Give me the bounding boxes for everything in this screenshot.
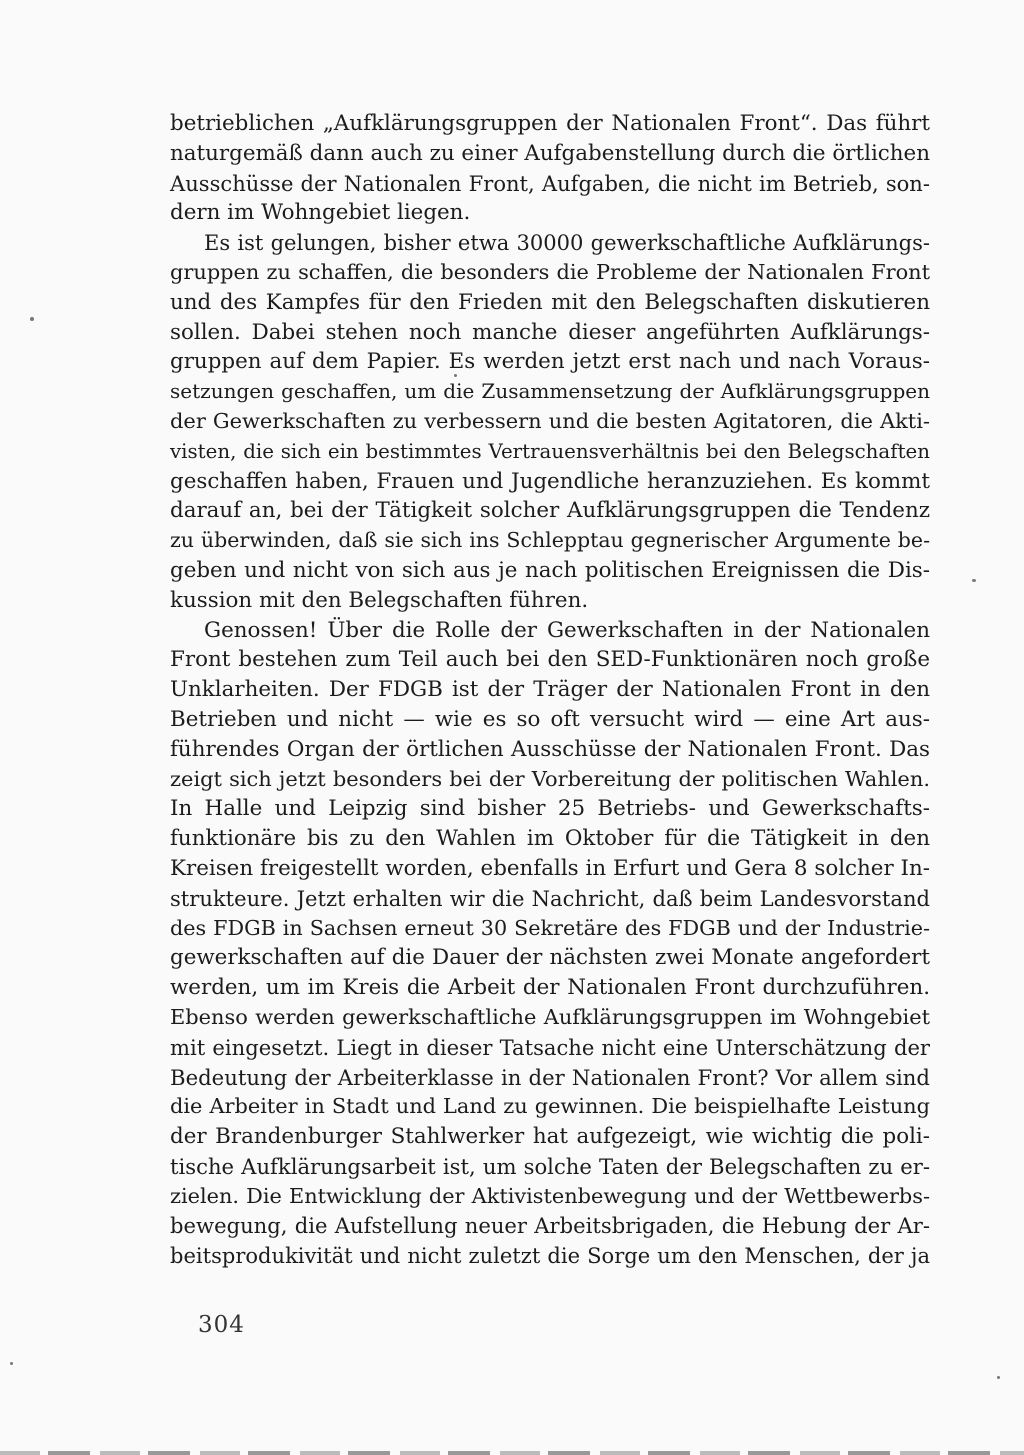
text-line: Ebenso werden gewerkschaftliche Aufklärungsgruppen im Wohngebiet: [170, 1004, 930, 1029]
text-line: des FDGB in Sachsen erneut 30 Sekretäre des FDGB und der Industrie-: [170, 915, 930, 940]
text-line: tische Aufklärungsarbeit ist, um solche Taten der Belegschaften zu er-: [170, 1153, 930, 1179]
text-line: zielen. Die Entwicklung der Aktivistenbewegung und der Wettbewerbs-: [170, 1183, 930, 1208]
page-number: 304: [198, 1312, 245, 1338]
scan-speck: [997, 1376, 1000, 1379]
text-line: Betrieben und nicht — wie es so oft versucht wird — eine Art aus-: [170, 706, 930, 732]
text-line: Bedeutung der Arbeiterklasse in der Nationalen Front? Vor allem sind: [170, 1064, 930, 1090]
text-line: der Brandenburger Stahlwerker hat aufgezeigt, wie wichtig die poli-: [170, 1124, 930, 1150]
scan-speck: [30, 317, 34, 321]
paragraph: [170, 616, 930, 1272]
text-line: dern im Wohngebiet liegen.: [170, 200, 471, 226]
text-line: der Gewerkschaften zu verbessern und die besten Agitatoren, die Akti-: [170, 408, 930, 433]
text-line: Ausschüsse der Nationalen Front, Aufgaben, die nicht im Betrieb, son-: [170, 170, 930, 196]
text-line: und des Kampfes für den Frieden mit den Belegschaften diskutieren: [170, 289, 930, 315]
text-line: funktionäre bis zu den Wahlen im Oktober für die Tätigkeit in den: [170, 826, 930, 852]
text-line: kussion mit den Belegschaften führen.: [170, 587, 589, 613]
text-line: setzungen geschaffen, um die Zusammensetzung der Aufklärungsgruppen: [170, 379, 930, 404]
text-line: Front bestehen zum Teil auch bei den SED-Funktionären noch große: [170, 647, 930, 673]
text-line: Kreisen freigestellt worden, ebenfalls in Erfurt und Gera 8 solcher In-: [170, 855, 930, 881]
text-line: In Halle und Leipzig sind bisher 25 Betriebs- und Gewerkschafts-: [170, 796, 930, 822]
text-line: geben und nicht von sich aus je nach politischen Ereignissen die Dis-: [170, 557, 930, 583]
text-line: gruppen auf dem Papier. Es werden jetzt erst nach und nach Voraus-: [170, 349, 930, 375]
body-text: [170, 109, 930, 1271]
text-line: geschaffen haben, Frauen und Jugendliche heranzuziehen. Es kommt: [170, 468, 930, 494]
scan-edge: [0, 1451, 1024, 1455]
text-line: strukteure. Jetzt erhalten wir die Nachricht, daß beim Landesvorstand: [170, 885, 930, 911]
text-line: mit eingesetzt. Liegt in dieser Tatsache nicht eine Unterschätzung der: [170, 1034, 930, 1060]
text-line: führendes Organ der örtlichen Ausschüsse der Nationalen Front. Das: [170, 736, 930, 762]
text-line: bewegung, die Aufstellung neuer Arbeitsbrigaden, die Hebung der Ar-: [170, 1213, 930, 1239]
text-line: gewerkschaften auf die Dauer der nächsten zwei Monate angefordert: [170, 945, 930, 971]
text-line: beitsprodukivität und nicht zuletzt die Sorge um den Menschen, der ja: [170, 1243, 930, 1269]
scan-speck: [972, 579, 976, 582]
text-line: zeigt sich jetzt besonders bei der Vorbereitung der politischen Wahlen.: [170, 766, 930, 791]
scan-speck: [454, 374, 457, 377]
text-line: naturgemäß dann auch zu einer Aufgabenstellung durch die örtlichen: [170, 140, 930, 166]
text-line: werden, um im Kreis die Arbeit der Nationalen Front durchzuführen.: [170, 975, 930, 1001]
text-line: zu überwinden, daß sie sich ins Schlepptau gegnerischer Argumente be-: [170, 528, 930, 553]
paragraph: [170, 228, 930, 615]
text-line: gruppen zu schaffen, die besonders die Probleme der Nationalen Front: [170, 259, 930, 284]
text-line: Genossen! Über die Rolle der Gewerkschaften in der Nationalen: [204, 617, 930, 643]
paragraph: [170, 109, 930, 228]
scan-speck: [10, 1362, 13, 1365]
text-line: sollen. Dabei stehen noch manche dieser angeführten Aufklärungs-: [170, 319, 930, 345]
text-line: betrieblichen „Aufklärungsgruppen der Nationalen Front“. Das führt: [170, 111, 930, 136]
text-line: die Arbeiter in Stadt und Land zu gewinnen. Die beispielhafte Leistung: [170, 1094, 930, 1119]
text-line: Unklarheiten. Der FDGB ist der Träger der Nationalen Front in den: [170, 677, 930, 703]
text-line: Es ist gelungen, bisher etwa 30000 gewerkschaftliche Aufklärungs-: [204, 230, 930, 256]
text-line: darauf an, bei der Tätigkeit solcher Aufklärungsgruppen die Tendenz: [170, 498, 930, 524]
text-line: visten, die sich ein bestimmtes Vertrauensverhältnis bei den Belegschaften: [170, 439, 930, 463]
